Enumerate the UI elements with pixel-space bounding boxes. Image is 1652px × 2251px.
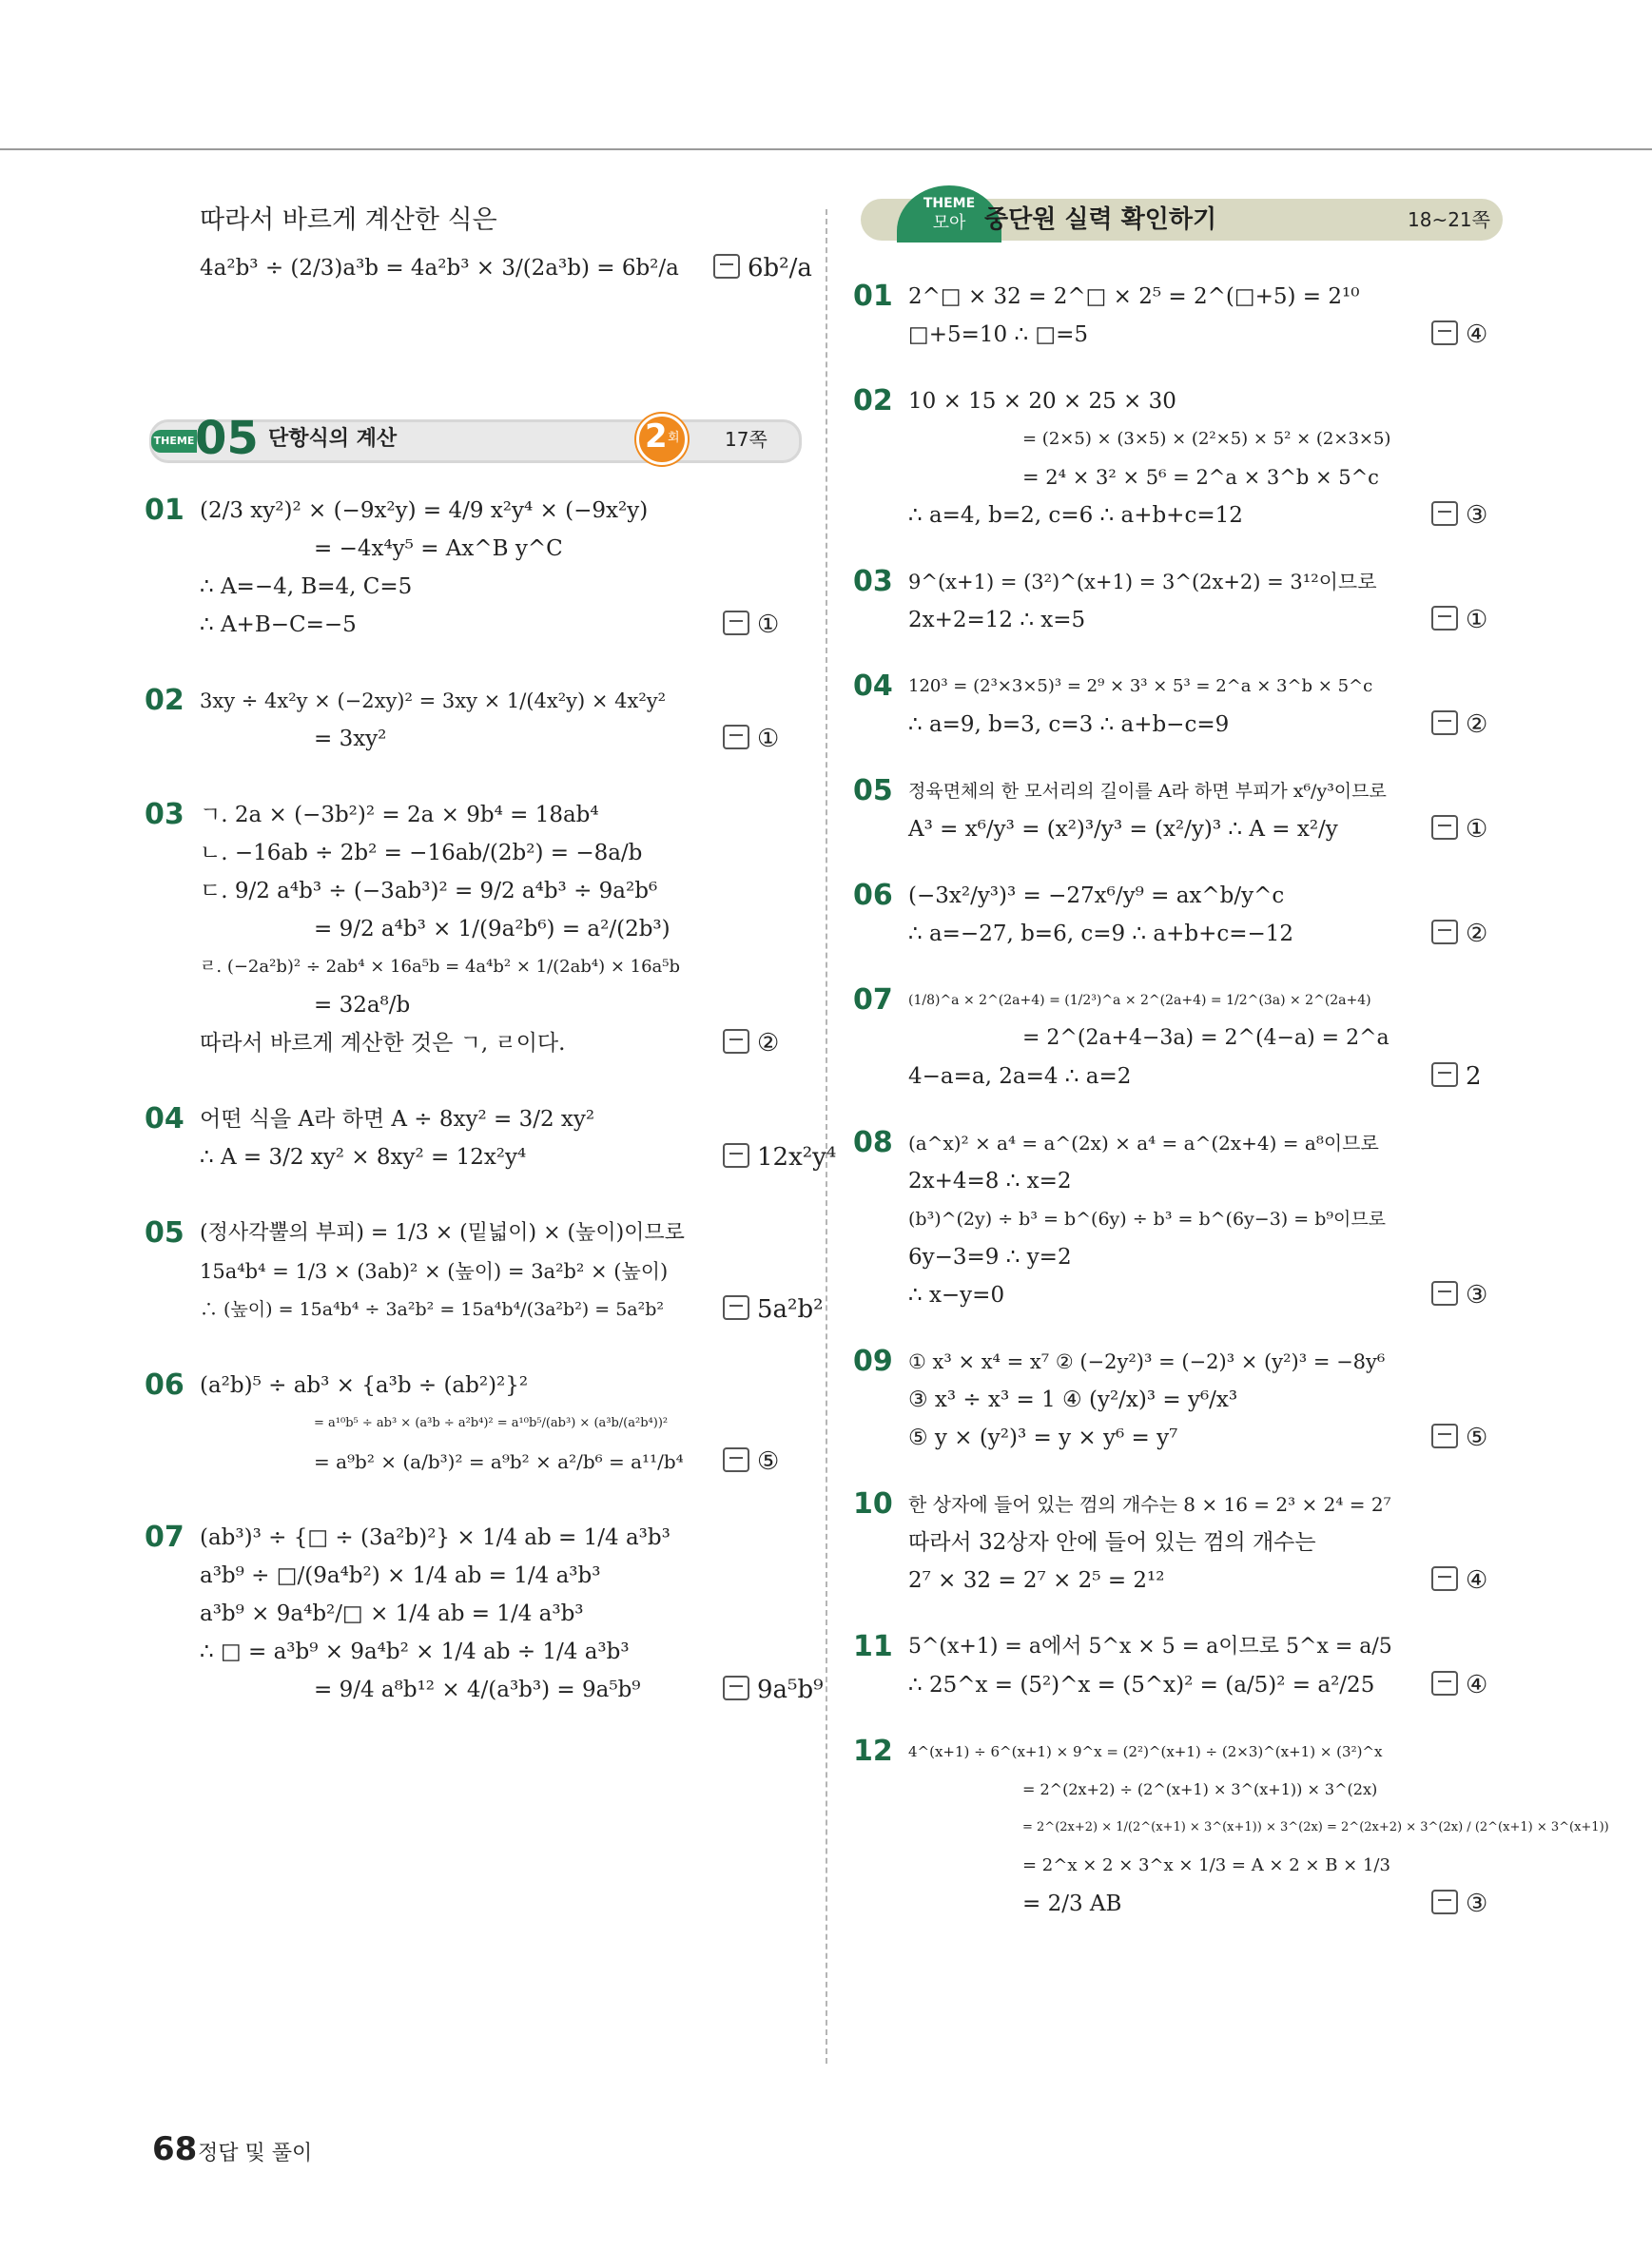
answer-value: ④ xyxy=(1466,320,1488,349)
answer-value: ① xyxy=(757,725,780,753)
problem-number: 04 xyxy=(145,1102,185,1135)
footer-label: 정답 및 풀이 xyxy=(198,2142,313,2165)
solution-line: ∴ a=9, b=3, c=3 ∴ a+b−c=9 xyxy=(908,712,1230,737)
theme05-header xyxy=(149,414,796,463)
answer-mark xyxy=(1431,1669,1487,1701)
answer-mark xyxy=(1431,918,1487,950)
solution-line: = a¹⁰b⁵ ÷ ab³ × (a³b ÷ a²b⁴)² = a¹⁰b⁵/(ab³) × (a³b/(a²b⁴))² xyxy=(314,1416,669,1430)
solution-line: A³ = x⁶/y³ = (x²)³/y³ = (x²/y)³ ∴ A = x²/y xyxy=(908,817,1338,842)
answer-mark xyxy=(1431,813,1487,845)
intro-text: 따라서 바르게 계산한 식은 xyxy=(200,205,497,235)
answer-icon xyxy=(1431,815,1458,840)
solution-line: 120³ = (2³×3×5)³ = 2⁹ × 3³ × 5³ = 2^a × 3^b × 5^c xyxy=(908,676,1373,696)
answer-icon xyxy=(723,1676,749,1700)
answer-mark xyxy=(723,1446,779,1478)
solution-line: = 2/3 AB xyxy=(1022,1892,1122,1916)
solution-line: a³b⁹ × 9a⁴b²/□ × 1/4 ab = 1/4 a³b³ xyxy=(200,1601,584,1626)
solution-line: 2^□ × 32 = 2^□ × 2⁵ = 2^(□+5) = 2¹⁰ xyxy=(908,284,1360,309)
problem-number: 01 xyxy=(145,494,185,527)
problem-number: 01 xyxy=(853,280,893,313)
answer-icon xyxy=(1431,710,1458,735)
solution-line: ∴ a=−27, b=6, c=9 ∴ a+b+c=−12 xyxy=(908,922,1294,946)
answer-mark xyxy=(1431,1279,1487,1311)
problem-number: 10 xyxy=(853,1487,893,1521)
solution-line: (정사각뿔의 부피) = 1/3 × (밑넓이) × (높이)이므로 xyxy=(200,1221,685,1245)
answer-icon xyxy=(1431,1424,1458,1448)
problem-number: 04 xyxy=(853,669,893,703)
answer-icon xyxy=(723,1029,749,1054)
answer-icon xyxy=(1431,1566,1458,1591)
solution-line: 3xy ÷ 4x²y × (−2xy)² = 3xy × 1/(4x²y) × 4x²y² xyxy=(200,689,667,712)
solution-line: (a²b)⁵ ÷ ab³ × {a³b ÷ (ab²)²}² xyxy=(200,1373,529,1398)
answer-mark xyxy=(1431,1060,1482,1093)
answer-value: ② xyxy=(1466,920,1488,948)
solution-line: (b³)^(2y) ÷ b³ = b^(6y) ÷ b³ = b^(6y−3) = b⁹이므로 xyxy=(908,1209,1387,1230)
solution-line: ㄱ. 2a × (−3b²)² = 2a × 9b⁴ = 18ab⁴ xyxy=(200,803,599,827)
answer-mark xyxy=(1431,319,1487,351)
solution-line: 9^(x+1) = (3²)^(x+1) = 3^(2x+2) = 3¹²이므로 xyxy=(908,571,1377,593)
column-divider xyxy=(826,209,827,2064)
solution-line: = 2^x × 2 × 3^x × 1/3 = A × 2 × B × 1/3 xyxy=(1022,1855,1390,1875)
problem-number: 09 xyxy=(853,1345,893,1378)
theme-right-page-ref: 18~21쪽 xyxy=(1408,208,1490,231)
answer-value: ③ xyxy=(1466,501,1488,530)
answer-mark xyxy=(723,1674,824,1706)
answer-icon xyxy=(1431,606,1458,631)
answer-mark xyxy=(1431,708,1487,741)
solution-line: = 3xy² xyxy=(314,727,387,751)
problem-number: 05 xyxy=(145,1216,185,1250)
solution-line: 6y−3=9 ∴ y=2 xyxy=(908,1245,1072,1270)
solution-line: = 9/4 a⁸b¹² × 4/(a³b³) = 9a⁵b⁹ xyxy=(314,1678,641,1702)
problem-number: 06 xyxy=(853,879,893,912)
solution-line: 정육면체의 한 모서리의 길이를 A라 하면 부피가 x⁶/y³이므로 xyxy=(908,781,1387,802)
solution-line: ⑤ y × (y²)³ = y × y⁶ = y⁷ xyxy=(908,1426,1178,1450)
theme05-round: 2 xyxy=(645,417,668,456)
answer-mark xyxy=(723,1141,836,1174)
answer-value: ① xyxy=(757,611,780,639)
solution-line: 15a⁴b⁴ = 1/3 × (3ab)² × (높이) = 3a²b² × (높이) xyxy=(200,1260,669,1283)
solution-line: 5^(x+1) = a에서 5^x × 5 = a이므로 5^x = a/5 xyxy=(908,1635,1392,1659)
theme05-round-suffix: 회 xyxy=(668,431,680,445)
solution-line: 4^(x+1) ÷ 6^(x+1) × 9^x = (2²)^(x+1) ÷ (2×3)^(x+1) × (3²)^x xyxy=(908,1743,1383,1760)
answer-value: ③ xyxy=(1466,1890,1488,1918)
theme05-title: 단항식의 계산 xyxy=(268,427,398,451)
solution-line: ㄹ. (−2a²b)² ÷ 2ab⁴ × 16a⁵b = 4a⁴b² × 1/(2ab⁴) × 16a⁵b xyxy=(200,957,681,977)
answer-value: ④ xyxy=(1466,1671,1488,1699)
answer-value: 9a⁵b⁹ xyxy=(757,1676,824,1704)
solution-line: (ab³)³ ÷ {□ ÷ (3a²b)²} × 1/4 ab = 1/4 a³b³ xyxy=(200,1525,671,1550)
answer-icon xyxy=(723,1447,749,1472)
answer-mark xyxy=(1431,1564,1487,1597)
answer-icon xyxy=(1431,501,1458,526)
intro-formula: 4a²b³ ÷ (2/3)a³b = 4a²b³ × 3/(2a³b) = 6b²/a xyxy=(200,256,679,281)
answer-mark xyxy=(723,1027,779,1059)
solution-line: 10 × 15 × 20 × 25 × 30 xyxy=(908,389,1176,414)
solution-line: (−3x²/y³)³ = −27x⁶/y⁹ = ax^b/y^c xyxy=(908,883,1285,908)
solution-line: ㄴ. −16ab ÷ 2b² = −16ab/(2b²) = −8a/b xyxy=(200,841,643,865)
solution-line: □+5=10 ∴ □=5 xyxy=(908,322,1089,347)
solution-line: = −4x⁴y⁵ = Ax^B y^C xyxy=(314,536,563,561)
answer-icon xyxy=(1431,1671,1458,1696)
answer-value: 5a²b² xyxy=(757,1295,824,1324)
problem-number: 12 xyxy=(853,1735,893,1768)
solution-line: 2⁷ × 32 = 2⁷ × 2⁵ = 2¹² xyxy=(908,1568,1165,1593)
solution-line: (1/8)^a × 2^(2a+4) = (1/2³)^a × 2^(2a+4) = 1/2^(3a) × 2^(2a+4) xyxy=(908,993,1371,1008)
solution-line: = 32a⁸/b xyxy=(314,993,411,1018)
theme-right-badge-bottom: 모아 xyxy=(932,213,966,233)
answer-icon xyxy=(1431,920,1458,944)
solution-line: = (2×5) × (3×5) × (2²×5) × 5² × (2×3×5) xyxy=(1022,429,1391,449)
answer-value: ⑤ xyxy=(1466,1424,1488,1452)
intro-answer xyxy=(713,252,812,284)
answer-value: 2 xyxy=(1466,1062,1482,1091)
answer-icon xyxy=(1431,1281,1458,1306)
problem-number: 07 xyxy=(853,983,893,1017)
problem-number: 06 xyxy=(145,1368,185,1402)
solution-line: ∴ x−y=0 xyxy=(908,1283,1005,1308)
solution-line: ㄷ. 9/2 a⁴b³ ÷ (−3ab³)² = 9/2 a⁴b³ ÷ 9a²b⁶ xyxy=(200,879,658,903)
solution-line: ∴ A=−4, B=4, C=5 xyxy=(200,574,413,599)
problem-number: 11 xyxy=(853,1630,893,1663)
answer-icon xyxy=(723,1143,749,1168)
solution-line: = 2^(2x+2) ÷ (2^(x+1) × 3^(x+1)) × 3^(2x) xyxy=(1022,1780,1378,1798)
answer-value: ⑤ xyxy=(757,1447,780,1476)
solution-line: ∴ (높이) = 15a⁴b⁴ ÷ 3a²b² = 15a⁴b⁴/(3a²b²) = 5a²b² xyxy=(200,1299,665,1320)
answer-icon xyxy=(713,254,740,279)
problem-number: 03 xyxy=(145,798,185,831)
answer-mark xyxy=(1431,1422,1487,1454)
problem-number: 02 xyxy=(853,384,893,417)
solution-line: ∴ A = 3/2 xy² × 8xy² = 12x²y⁴ xyxy=(200,1145,527,1170)
problem-number: 03 xyxy=(853,565,893,598)
answer-value: 12x²y⁴ xyxy=(757,1143,837,1172)
solution-line: 따라서 32상자 안에 들어 있는 껌의 개수는 xyxy=(908,1530,1316,1555)
answer-value: ③ xyxy=(1466,1281,1488,1310)
answer-icon xyxy=(1431,320,1458,345)
solution-line: a³b⁹ ÷ □/(9a⁴b²) × 1/4 ab = 1/4 a³b³ xyxy=(200,1563,601,1588)
answer-icon xyxy=(723,611,749,635)
answer-value: ② xyxy=(1466,710,1488,739)
theme-right-header xyxy=(861,185,1503,252)
theme-right-title: 중단원 실력 확인하기 xyxy=(984,205,1217,234)
problem-number: 07 xyxy=(145,1521,185,1554)
intro-answer-value: 6b²/a xyxy=(748,254,812,282)
answer-value: ② xyxy=(757,1029,780,1058)
solution-line: ∴ a=4, b=2, c=6 ∴ a+b+c=12 xyxy=(908,503,1243,528)
solution-line: = 2⁴ × 3² × 5⁶ = 2^a × 3^b × 5^c xyxy=(1022,466,1379,489)
answer-icon xyxy=(723,1295,749,1320)
solution-line: 4−a=a, 2a=4 ∴ a=2 xyxy=(908,1064,1132,1089)
solution-line: 어떤 식을 A라 하면 A ÷ 8xy² = 3/2 xy² xyxy=(200,1107,595,1132)
answer-value: ① xyxy=(1466,815,1488,844)
header-rule xyxy=(0,148,1652,150)
solution-line: 2x+4=8 ∴ x=2 xyxy=(908,1169,1072,1193)
solution-line: (2/3 xy²)² × (−9x²y) = 4/9 x²y⁴ × (−9x²y) xyxy=(200,498,649,523)
answer-icon xyxy=(1431,1062,1458,1087)
solution-line: 2x+2=12 ∴ x=5 xyxy=(908,608,1086,632)
problem-number: 08 xyxy=(853,1126,893,1159)
theme05-number: 05 xyxy=(195,412,259,465)
answer-mark xyxy=(723,1293,824,1326)
answer-icon xyxy=(1431,1890,1458,1914)
answer-mark xyxy=(723,609,779,641)
answer-mark xyxy=(1431,1888,1487,1920)
solution-line: ① x³ × x⁴ = x⁷ ② (−2y²)³ = (−2)³ × (y²)³ = −8y⁶ xyxy=(908,1350,1386,1373)
theme05-badge: THEME xyxy=(151,430,197,453)
problem-number: 02 xyxy=(145,684,185,717)
problem-number: 05 xyxy=(853,774,893,807)
solution-line: = 9/2 a⁴b³ × 1/(9a²b⁶) = a²/(2b³) xyxy=(314,917,671,941)
theme05-page-ref: 17쪽 xyxy=(725,428,768,451)
solution-line: = 2^(2x+2) × 1/(2^(x+1) × 3^(x+1)) × 3^(2x) = 2^(2x+2) × 3^(2x) / (2^(x+1) × 3^(x+1)) xyxy=(1022,1820,1609,1834)
answer-icon xyxy=(723,725,749,749)
theme-right-badge-top: THEME xyxy=(923,196,976,211)
solution-line: 따라서 바르게 계산한 것은 ㄱ, ㄹ이다. xyxy=(200,1031,566,1056)
solution-line: ∴ 25^x = (5²)^x = (5^x)² = (a/5)² = a²/25 xyxy=(908,1673,1375,1698)
answer-mark xyxy=(723,723,779,755)
solution-line: = 2^(2a+4−3a) = 2^(4−a) = 2^a xyxy=(1022,1026,1390,1050)
solution-line: ③ x³ ÷ x³ = 1 ④ (y²/x)³ = y⁶/x³ xyxy=(908,1387,1238,1412)
solution-line: 한 상자에 들어 있는 껌의 개수는 8 × 16 = 2³ × 2⁴ = 2⁷ xyxy=(908,1493,1391,1516)
page-number: 68 xyxy=(152,2130,198,2168)
answer-mark xyxy=(1431,499,1487,532)
answer-value: ④ xyxy=(1466,1566,1488,1595)
answer-mark xyxy=(1431,604,1487,636)
answer-value: ① xyxy=(1466,606,1488,634)
solution-line: ∴ A+B−C=−5 xyxy=(200,612,357,637)
solution-line: (a^x)² × a⁴ = a^(2x) × a⁴ = a^(2x+4) = a⁸이므로 xyxy=(908,1132,1379,1155)
solution-line: ∴ □ = a³b⁹ × 9a⁴b² × 1/4 ab ÷ 1/4 a³b³ xyxy=(200,1640,630,1664)
solution-line: = a⁹b² × (a/b³)² = a⁹b² × a²/b⁶ = a¹¹/b⁴ xyxy=(314,1450,684,1473)
